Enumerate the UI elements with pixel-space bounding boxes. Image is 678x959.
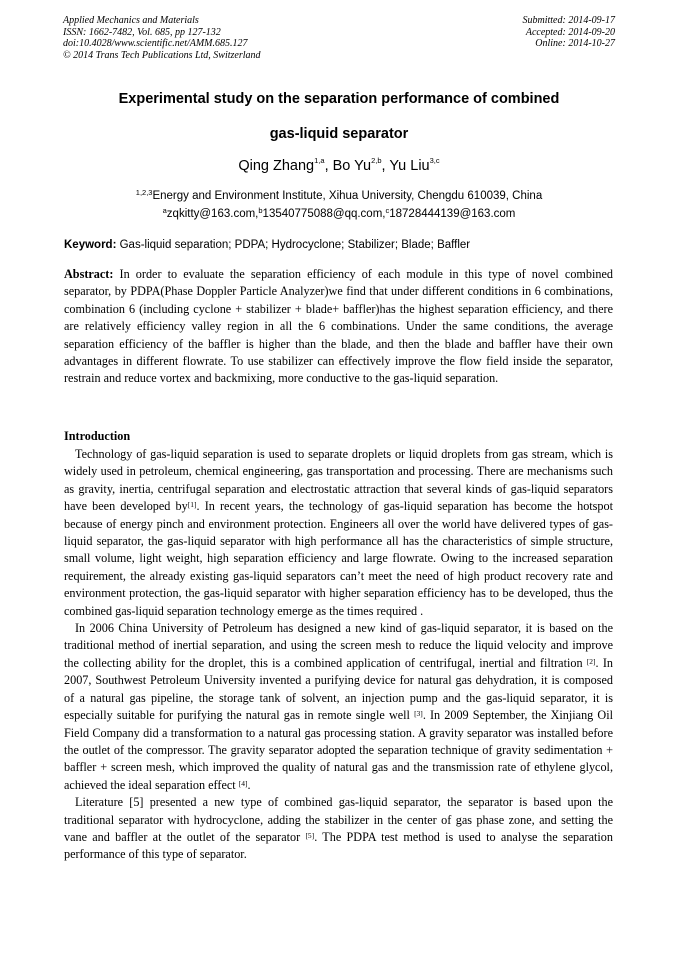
paragraph-text: Technology of gas-liquid separation is used to separate droplets or liquid droplets from gas stream, which is widely used in petroleum, chemical engineering, gas transportation and processing. There are mechanisms such as gravity, inertia, centrifugal separation and electrostatic attraction that several kinds of gas-liquid separators have been developed by	[64, 447, 613, 514]
paragraph-text: Literature [5] presented a new type of combined gas-liquid separator, the separator is based upon the traditional separator with hydrocyclone, adding the stabilizer in the center of gas phase zone, and setting the vane and baffler at the outlet of the separator	[64, 795, 613, 844]
author-affiliation-mark: 1,a	[314, 156, 325, 165]
journal-info	[63, 15, 261, 61]
accepted-date: Accepted: 2014-09-20	[525, 26, 615, 38]
paragraph-text: .	[247, 777, 251, 792]
email-mark: a	[162, 206, 167, 215]
abstract	[64, 266, 613, 388]
author-affiliation-mark: 2,b	[371, 156, 382, 165]
affiliation	[40, 190, 638, 202]
email-address: 18728444139@163.com	[389, 208, 516, 220]
paragraph-text: . In 2009 September, the Xinjiang Oil Field Company did a transformation to a natural gas processing station. A gravity separator was installed before the outlet of the compressor. The gravity separator adopted the separation technique of gravity sedimentation + baffler + screen mesh, which improved the quality of natural gas and the transmission rate of ethylene glycol, achieved the ideal separation effect	[64, 708, 613, 792]
copyright: © 2014 Trans Tech Publications Ltd, Switzerland	[63, 49, 261, 61]
citation: [2]	[586, 656, 596, 666]
introduction-paragraph-2	[64, 620, 613, 794]
doi: doi:10.4028/www.scientific.net/AMM.685.127	[63, 38, 248, 49]
keywords	[64, 239, 470, 251]
abstract-paragraph	[64, 266, 613, 388]
affiliation-mark: 1,2,3	[135, 188, 153, 197]
paragraph-text: . In recent years, the technology of gas-liquid separation has become the hotspot because of energy pinch and environment protection. Engineers all over the world have delivered types of gas-liquid separator, the gas-liquid separator with high performance all has the characteristics of simple structure, small volume, light weight, high separation efficiency and large flowrate. Owing to the increased separation requirement, the already existing gas-liquid separators can’t meet the need of high product recovery rate and environment protection, the gas-liquid separator with higher separation efficiency has to be developed, thus the combined gas-liquid separation technology emerge as the times required .	[64, 499, 613, 618]
keyword-label: Keyword:	[64, 239, 117, 251]
citation: [5]	[305, 830, 315, 840]
keyword-text: Gas-liquid separation; PDPA; Hydrocyclone; Stabilizer; Blade; Baffler	[116, 239, 471, 251]
email-address: zqkitty@163.com,	[166, 208, 259, 220]
author-separator: ,	[381, 158, 390, 174]
affiliation-text: Energy and Environment Institute, Xihua University, Chengdu 610039, China	[152, 190, 543, 202]
email-address: 13540775088@qq.com,	[262, 208, 386, 220]
author-separator: ,	[324, 158, 333, 174]
author-name: Yu Liu	[389, 158, 430, 174]
paper-title-line-2: gas-liquid separator	[269, 126, 409, 142]
introduction-paragraph-1	[64, 446, 613, 620]
citation: [1]	[187, 500, 197, 510]
paragraph-text: . In 2007, Southwest Petroleum University invented a purifying device for natural gas dehydration, it is composed of a natural gas pipeline, the storage tank of solvent, an injection pump and the gas-liquid separator, it is especially suitable for purifying the natural gas in remote single well	[64, 655, 613, 723]
citation: [3]	[414, 709, 423, 719]
abstract-text: In order to evaluate the separation efficiency of each module in this type of novel combined separator, by PDPA(Phase Doppler Particle Analyzer)we find that under different conditions in 6 combinations, combination 6 (including cyclone + stabilizer + blade+ baffler)has the highest separation efficiency, and there are relatively efficiency valley region in all the 6 combinations. Under the same conditions, the average separation efficiency of the baffler is higher than the blade, and then the blade and baffler have their own advantages in different flowrate. To use stabilizer can effectively improve the flow field inside the separator, restrain and reduce vortex and backmixing, more conductive to the gas-liquid separation.	[64, 267, 613, 386]
citation: [4]	[238, 778, 248, 788]
author-name: Qing Zhang	[238, 158, 315, 174]
online-date: Online: 2014-10-27	[535, 38, 615, 49]
abstract-label: Abstract:	[64, 267, 114, 281]
author-emails	[40, 208, 638, 220]
introduction-paragraph-3	[64, 794, 613, 864]
author-list	[40, 158, 638, 174]
paragraph-text: . The PDPA test method is used to analyse the separation performance of this type of separator.	[64, 829, 613, 862]
author-name: Bo Yu	[332, 158, 372, 174]
submitted-date: Submitted: 2014-09-17	[522, 15, 615, 26]
journal-name: Applied Mechanics and Materials	[63, 15, 199, 26]
author-affiliation-mark: 3,c	[429, 156, 440, 165]
issn: ISSN: 1662-7482, Vol. 685, pp 127-132	[63, 26, 221, 38]
paragraph-text: In 2006 China University of Petroleum has designed a new kind of gas-liquid separator, it is based on the traditional method of inertial separation, and using the screen mesh to reduce the liquid velocity and improve the collecting ability for the droplet, this is a combined application of centrifugal, inertial and filtration	[64, 621, 613, 670]
introduction-body	[64, 446, 613, 864]
email-mark: c	[385, 206, 390, 215]
paper-title-line-1: Experimental study on the separation performance of combined	[118, 91, 560, 107]
email-mark: b	[258, 206, 263, 215]
section-heading-introduction: Introduction	[64, 429, 131, 443]
publication-dates	[523, 15, 616, 50]
